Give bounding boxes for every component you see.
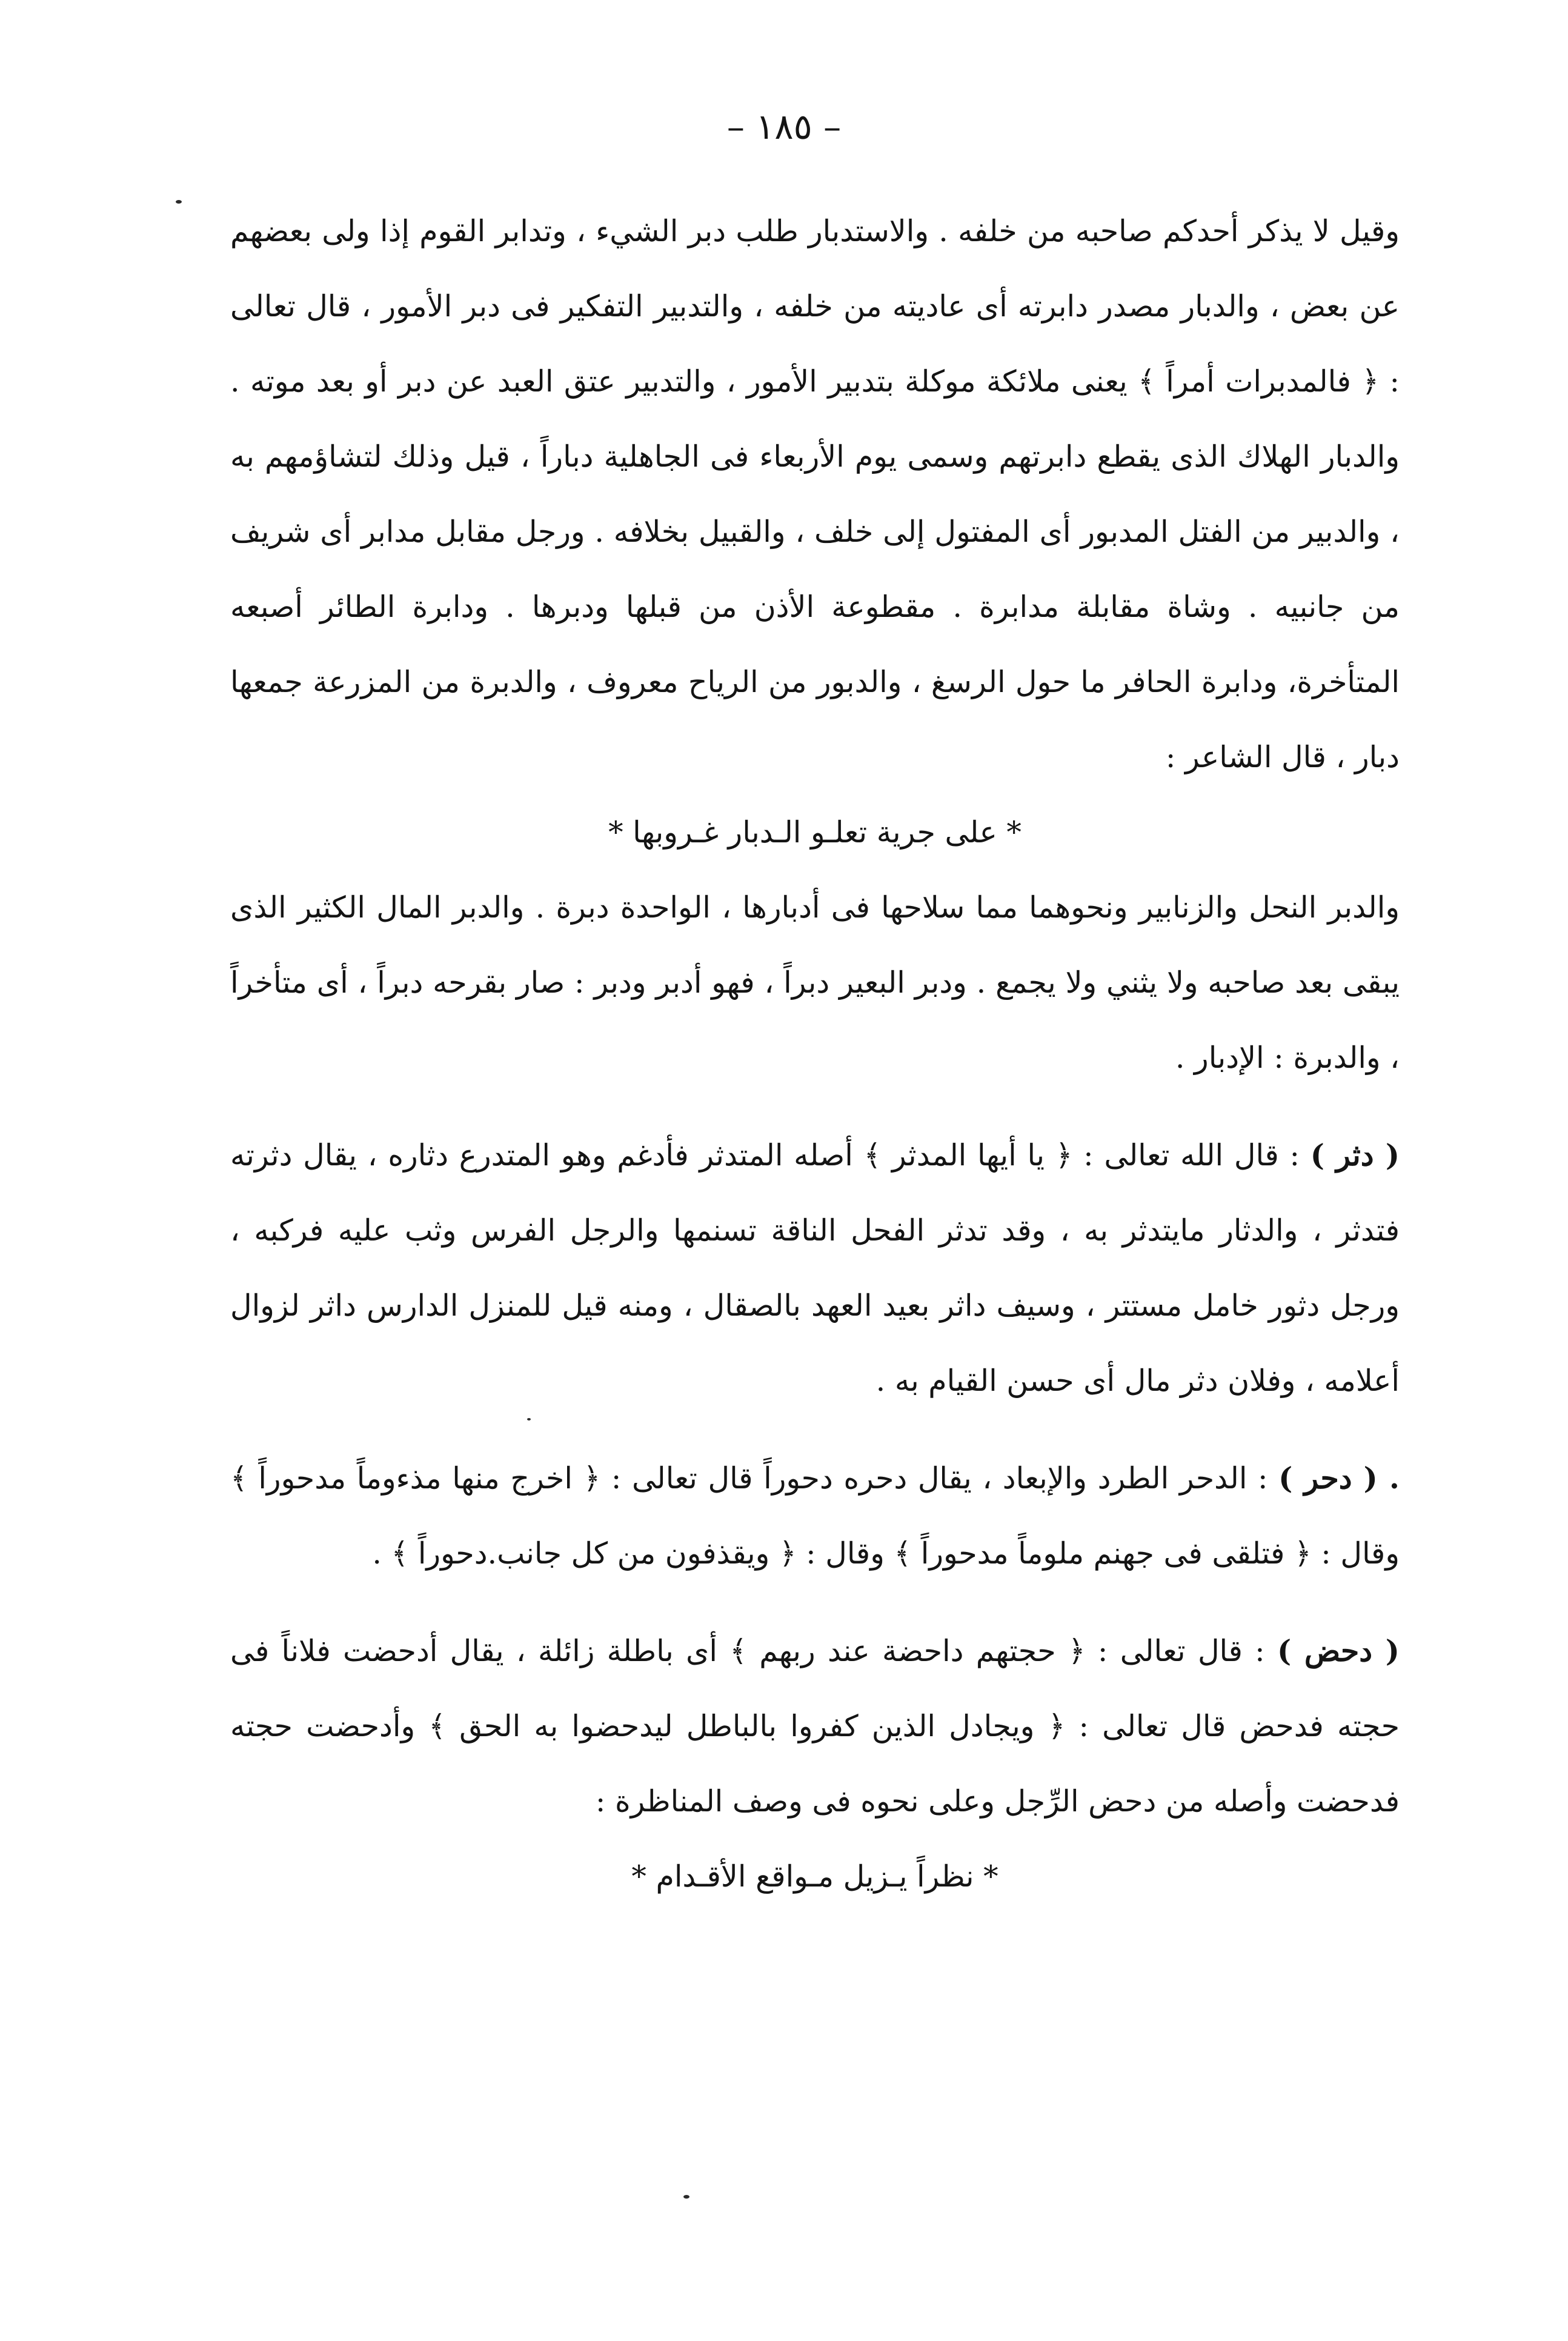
paragraph-dahada (230, 1613, 1400, 1839)
scan-speck (527, 1418, 531, 1420)
page-number: – ١٨٥ – (726, 106, 842, 147)
entry-heading: . ( دحر ) (1278, 1460, 1400, 1496)
page-body (230, 194, 1400, 1914)
paragraph-dathara (230, 1117, 1400, 1419)
scan-speck (683, 2195, 689, 2199)
entry-text: : قال الله تعالى : ﴿ يا أيها المدثر ﴾ أصله المتدثر فأدغم وهو المتدرع دثاره ، يقال دثرته فتدثر ، والدثار مايتدثر به ، وقد تدثر الفحل الناقة تسنمها والرجل الفرس وثب عليه فركبه ، ورجل دثور خامل مستتر ، وسيف داثر بعيد العهد بالصقال ، ومنه قيل للمنزل الدارس داثر لزوال أعلامه ، وفلان دثر مال أى حسن القيام به . (230, 1138, 1400, 1398)
entry-heading: ( دحض ) (1277, 1633, 1400, 1668)
entry-text: : الدحر الطرد والإبعاد ، يقال دحره دحوراً قال تعالى : ﴿ اخرج منها مذءوماً مدحوراً ﴾ وقال : ﴿ فتلقى فى جهنم ملوماً مدحوراً ﴾ وقال : ﴿ ويقذفون من كل جانب.دحوراً ﴾ . (230, 1461, 1400, 1571)
paragraph-dabara: وقيل لا يذكر أحدكم صاحبه من خلفه . والاستدبار طلب دبر الشيء ، وتدابر القوم إذا ولى بعضهم عن بعض ، والدبار مصدر دابرته أى عاديته من خلفه ، والتدبير التفكير فى دبر الأمور ، قال تعالى : ﴿ فالمدبرات أمراً ﴾ يعنى ملائكة موكلة بتدبير الأمور ، والتدبير عتق العبد عن دبر أو بعد موته . والدبار الهلاك الذى يقطع دابرتهم وسمى يوم الأربعاء فى الجاهلية دباراً ، قيل وذلك لتشاؤمهم به ، والدبير من الفتل المدبور أى المفتول إلى خلف ، والقبيل بخلافه . ورجل مقابل مدابر أى شريف من جانبيه . وشاة مقابلة مدابرة . مقطوعة الأذن من قبلها ودبرها . ودابرة الطائر أصبعه المتأخرة، ودابرة الحافر ما حول الرسغ ، والدبور من الرياح معروف ، والدبرة من المزرعة جمعها دبار ، قال الشاعر : (230, 214, 1400, 774)
paragraph-dabr: والدبر النحل والزنابير ونحوهما مما سلاحها فى أدبارها ، الواحدة دبرة . والدبر المال الكثير الذى يبقى بعد صاحبه ولا يثني ولا يجمع . ودبر البعير دبراً ، فهو أدبر ودبر : صار بقرحه دبراً ، أى متأخراً ، والدبرة : الإدبار . (230, 890, 1400, 1075)
paragraph-dahara (230, 1440, 1400, 1591)
entry-heading: ( دثر ) (1310, 1137, 1400, 1173)
scan-speck (176, 200, 182, 204)
verse-line: * نظراً يـزيل مـواقع الأقـدام * (631, 1859, 998, 1894)
entry-text: : قال تعالى : ﴿ حجتهم داحضة عند ربهم ﴾ أى باطلة زائلة ، يقال أدحضت فلاناً فى حجته فدحض قال تعالى : ﴿ ويجادل الذين كفروا بالباطل ليدحضوا به الحق ﴾ وأدحضت حجته فدحضت وأصله من دحض الرِّجل وعلى نحوه فى وصف المناظرة : (230, 1634, 1400, 1819)
verse-line: * على جرية تعلـو الـدبار غـروبها * (608, 815, 1022, 850)
